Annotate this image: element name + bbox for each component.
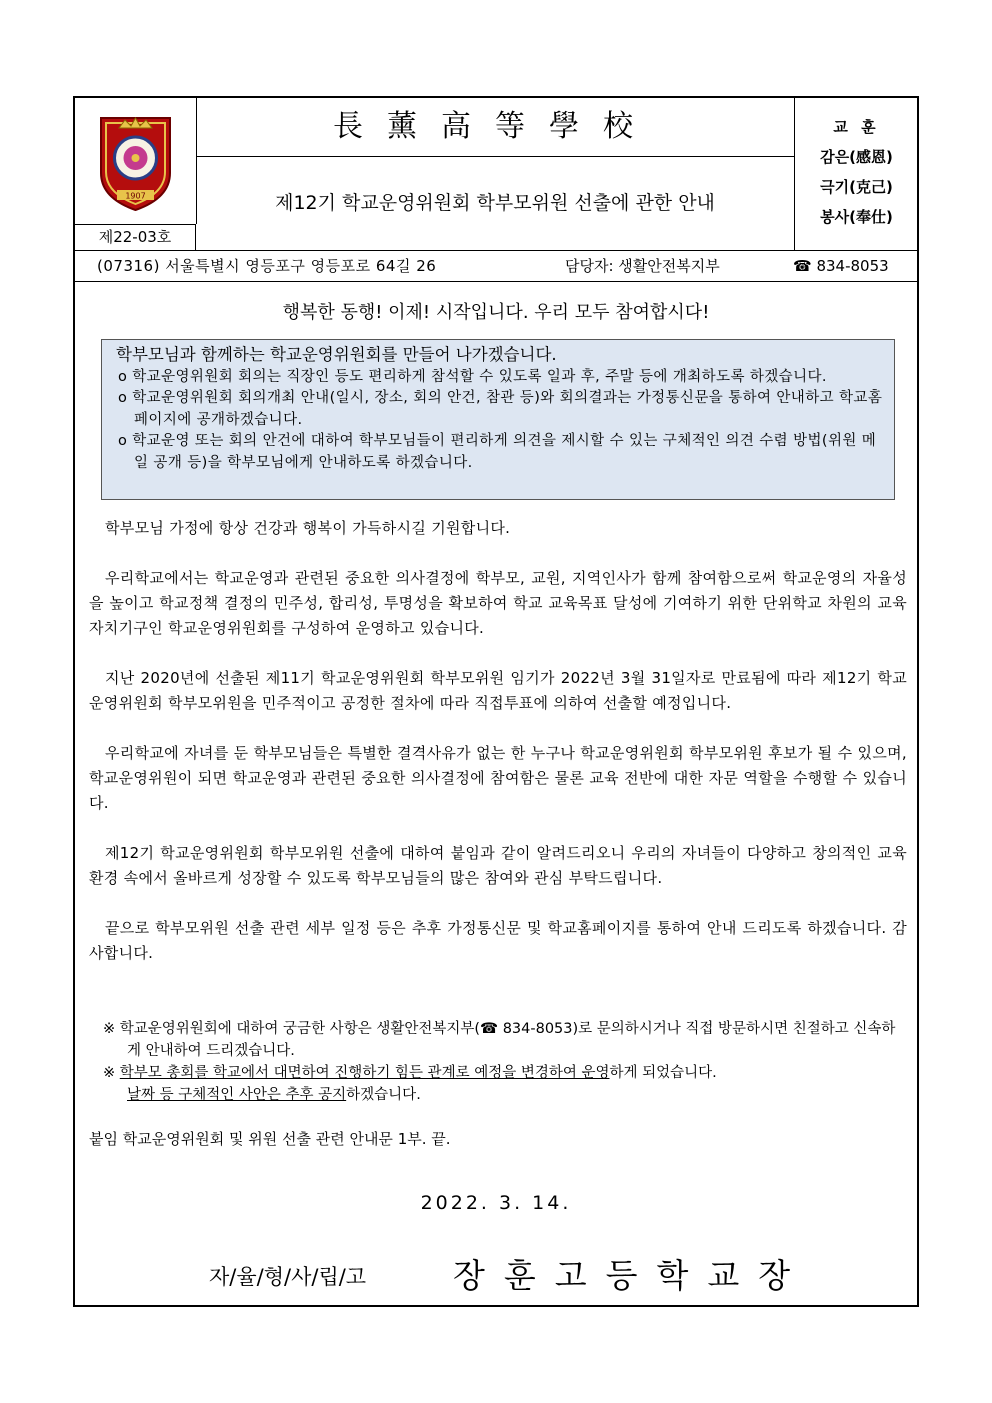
contact-person: 담당자: 생활안전복지부 bbox=[565, 257, 720, 275]
logo-cell bbox=[75, 98, 197, 224]
document-number: 제22-03호 bbox=[75, 224, 196, 250]
document-frame bbox=[73, 96, 919, 1307]
issue-date: 2022. 3. 14. bbox=[420, 1192, 572, 1214]
note-schedule bbox=[97, 1084, 907, 1106]
paragraph: 학부모님 가정에 항상 건강과 행복이 가득하시길 기원합니다. bbox=[105, 519, 511, 537]
document-title: 제12기 학교운영위원회 학부모위원 선출에 관한 안내 bbox=[275, 192, 715, 214]
note-inquiry: ※ 학교운영위원회에 대하여 궁금한 사항은 생활안전복지부(☎ 834-8053)로 문의하시거나 직접 방문하시면 친절하고 신속하게 안내하여 드리겠습니다. bbox=[103, 1021, 896, 1059]
box-item: ο 학교운영위원회 회의는 직장인 등도 편리하게 참석할 수 있도록 일과 후, 주말 등에 개최하도록 하겠습니다. bbox=[118, 368, 827, 385]
box-item: ο 학교운영위원회 회의개최 안내(일시, 장소, 회의 안건, 참관 등)와 회의결과는 가정통신문을 통하여 안내하고 학교홈페이지에 공개하겠습니다. bbox=[118, 390, 883, 428]
school-emblem-icon bbox=[75, 98, 196, 224]
note-rest: 하겠습니다. bbox=[346, 1087, 421, 1103]
note-rest: 하게 되었습니다. bbox=[609, 1065, 717, 1081]
principal-signature: 장훈고등학교장 bbox=[453, 1256, 810, 1295]
logo-year: 1907 bbox=[125, 191, 146, 201]
motto-item: 극기(克己) bbox=[820, 178, 893, 196]
box-lead: 학부모님과 함께하는 학교운영위원회를 만들어 나가겠습니다. bbox=[116, 345, 557, 364]
contact-phone: ☎ 834-8053 bbox=[793, 257, 889, 275]
box-item: ο 학교운영 또는 회의 안건에 대하여 학부모님들이 편리하게 의견을 제시할 수 있는 구체적인 의견 수렴 방법(위원 메일 공개 등)을 학부모님에게 안내하도록 하겠습니다. bbox=[118, 433, 877, 471]
school-type: 자/율/형/사/립/고 bbox=[209, 1265, 367, 1289]
commitment-box bbox=[101, 339, 895, 500]
letter-body bbox=[89, 516, 907, 991]
school-address: (07316) 서울특별시 영등포구 영등포로 64길 26 bbox=[97, 257, 437, 275]
school-name: 長薰高等學校 bbox=[196, 98, 794, 157]
paragraph: 우리학교에서는 학교운영과 관련된 중요한 의사결정에 학부모, 교원, 지역인사가 함께 참여함으로써 학교운영의 자율성을 높이고 학교정책 결정의 민주성, 합리성, 투명성을 확보하여 학교 교육목표 달성에 기여하기 위한 단위학교 차원의 교육자치기구인 학교운영위원회를 구성하여 운영하고 있습니다. bbox=[89, 569, 907, 637]
motto-cell bbox=[794, 98, 918, 250]
motto-item: 봉사(奉仕) bbox=[820, 208, 893, 226]
slogan: 행복한 동행! 이제! 시작입니다. 우리 모두 참여합시다! bbox=[282, 302, 710, 323]
motto-item: 감은(感恩) bbox=[820, 148, 893, 166]
motto-title: 교 훈 bbox=[833, 118, 880, 136]
note-underlined: 날짜 등 구체적인 사안은 추후 공지 bbox=[127, 1087, 347, 1103]
note-change bbox=[97, 1062, 907, 1084]
note-underlined: 학부모 총회를 학교에서 대면하여 진행하기 힘든 관계로 예정을 변경하여 운영 bbox=[119, 1065, 610, 1081]
title-cell bbox=[196, 98, 794, 250]
letterhead bbox=[75, 98, 917, 251]
paragraph: 끝으로 학부모위원 선출 관련 세부 일정 등은 추후 가정통신문 및 학교홈페이지를 통하여 안내 드리도록 하겠습니다. 감사합니다. bbox=[89, 919, 907, 962]
notes bbox=[97, 1018, 907, 1106]
note-mark: ※ bbox=[103, 1065, 120, 1081]
attachment-line: 붙임 학교운영위원회 및 위원 선출 관련 안내문 1부. 끝. bbox=[89, 1130, 451, 1148]
paragraph: 지난 2020년에 선출된 제11기 학교운영위원회 학부모위원 임기가 2022년 3월 31일자로 만료됨에 따라 제12기 학교운영위원회 학부모위원을 민주적이고 공정한 절차에 따라 직접투표에 의하여 선출할 예정입니다. bbox=[89, 669, 907, 712]
paragraph: 제12기 학교운영위원회 학부모위원 선출에 대하여 붙임과 같이 알려드리오니 우리의 자녀들이 다양하고 창의적인 교육환경 속에서 올바르게 성장할 수 있도록 학부모님들의 많은 참여와 관심 부탁드립니다. bbox=[89, 844, 907, 887]
paragraph: 우리학교에 자녀를 둔 학부모님들은 특별한 결격사유가 없는 한 누구나 학교운영위원회 학부모위원 후보가 될 수 있으며, 학교운영위원이 되면 학교운영과 관련된 중요한 의사결정에 참여함은 물론 교육 전반에 대한 자문 역할을 수행할 수 있습니다. bbox=[89, 744, 907, 812]
address-bar bbox=[75, 251, 917, 282]
